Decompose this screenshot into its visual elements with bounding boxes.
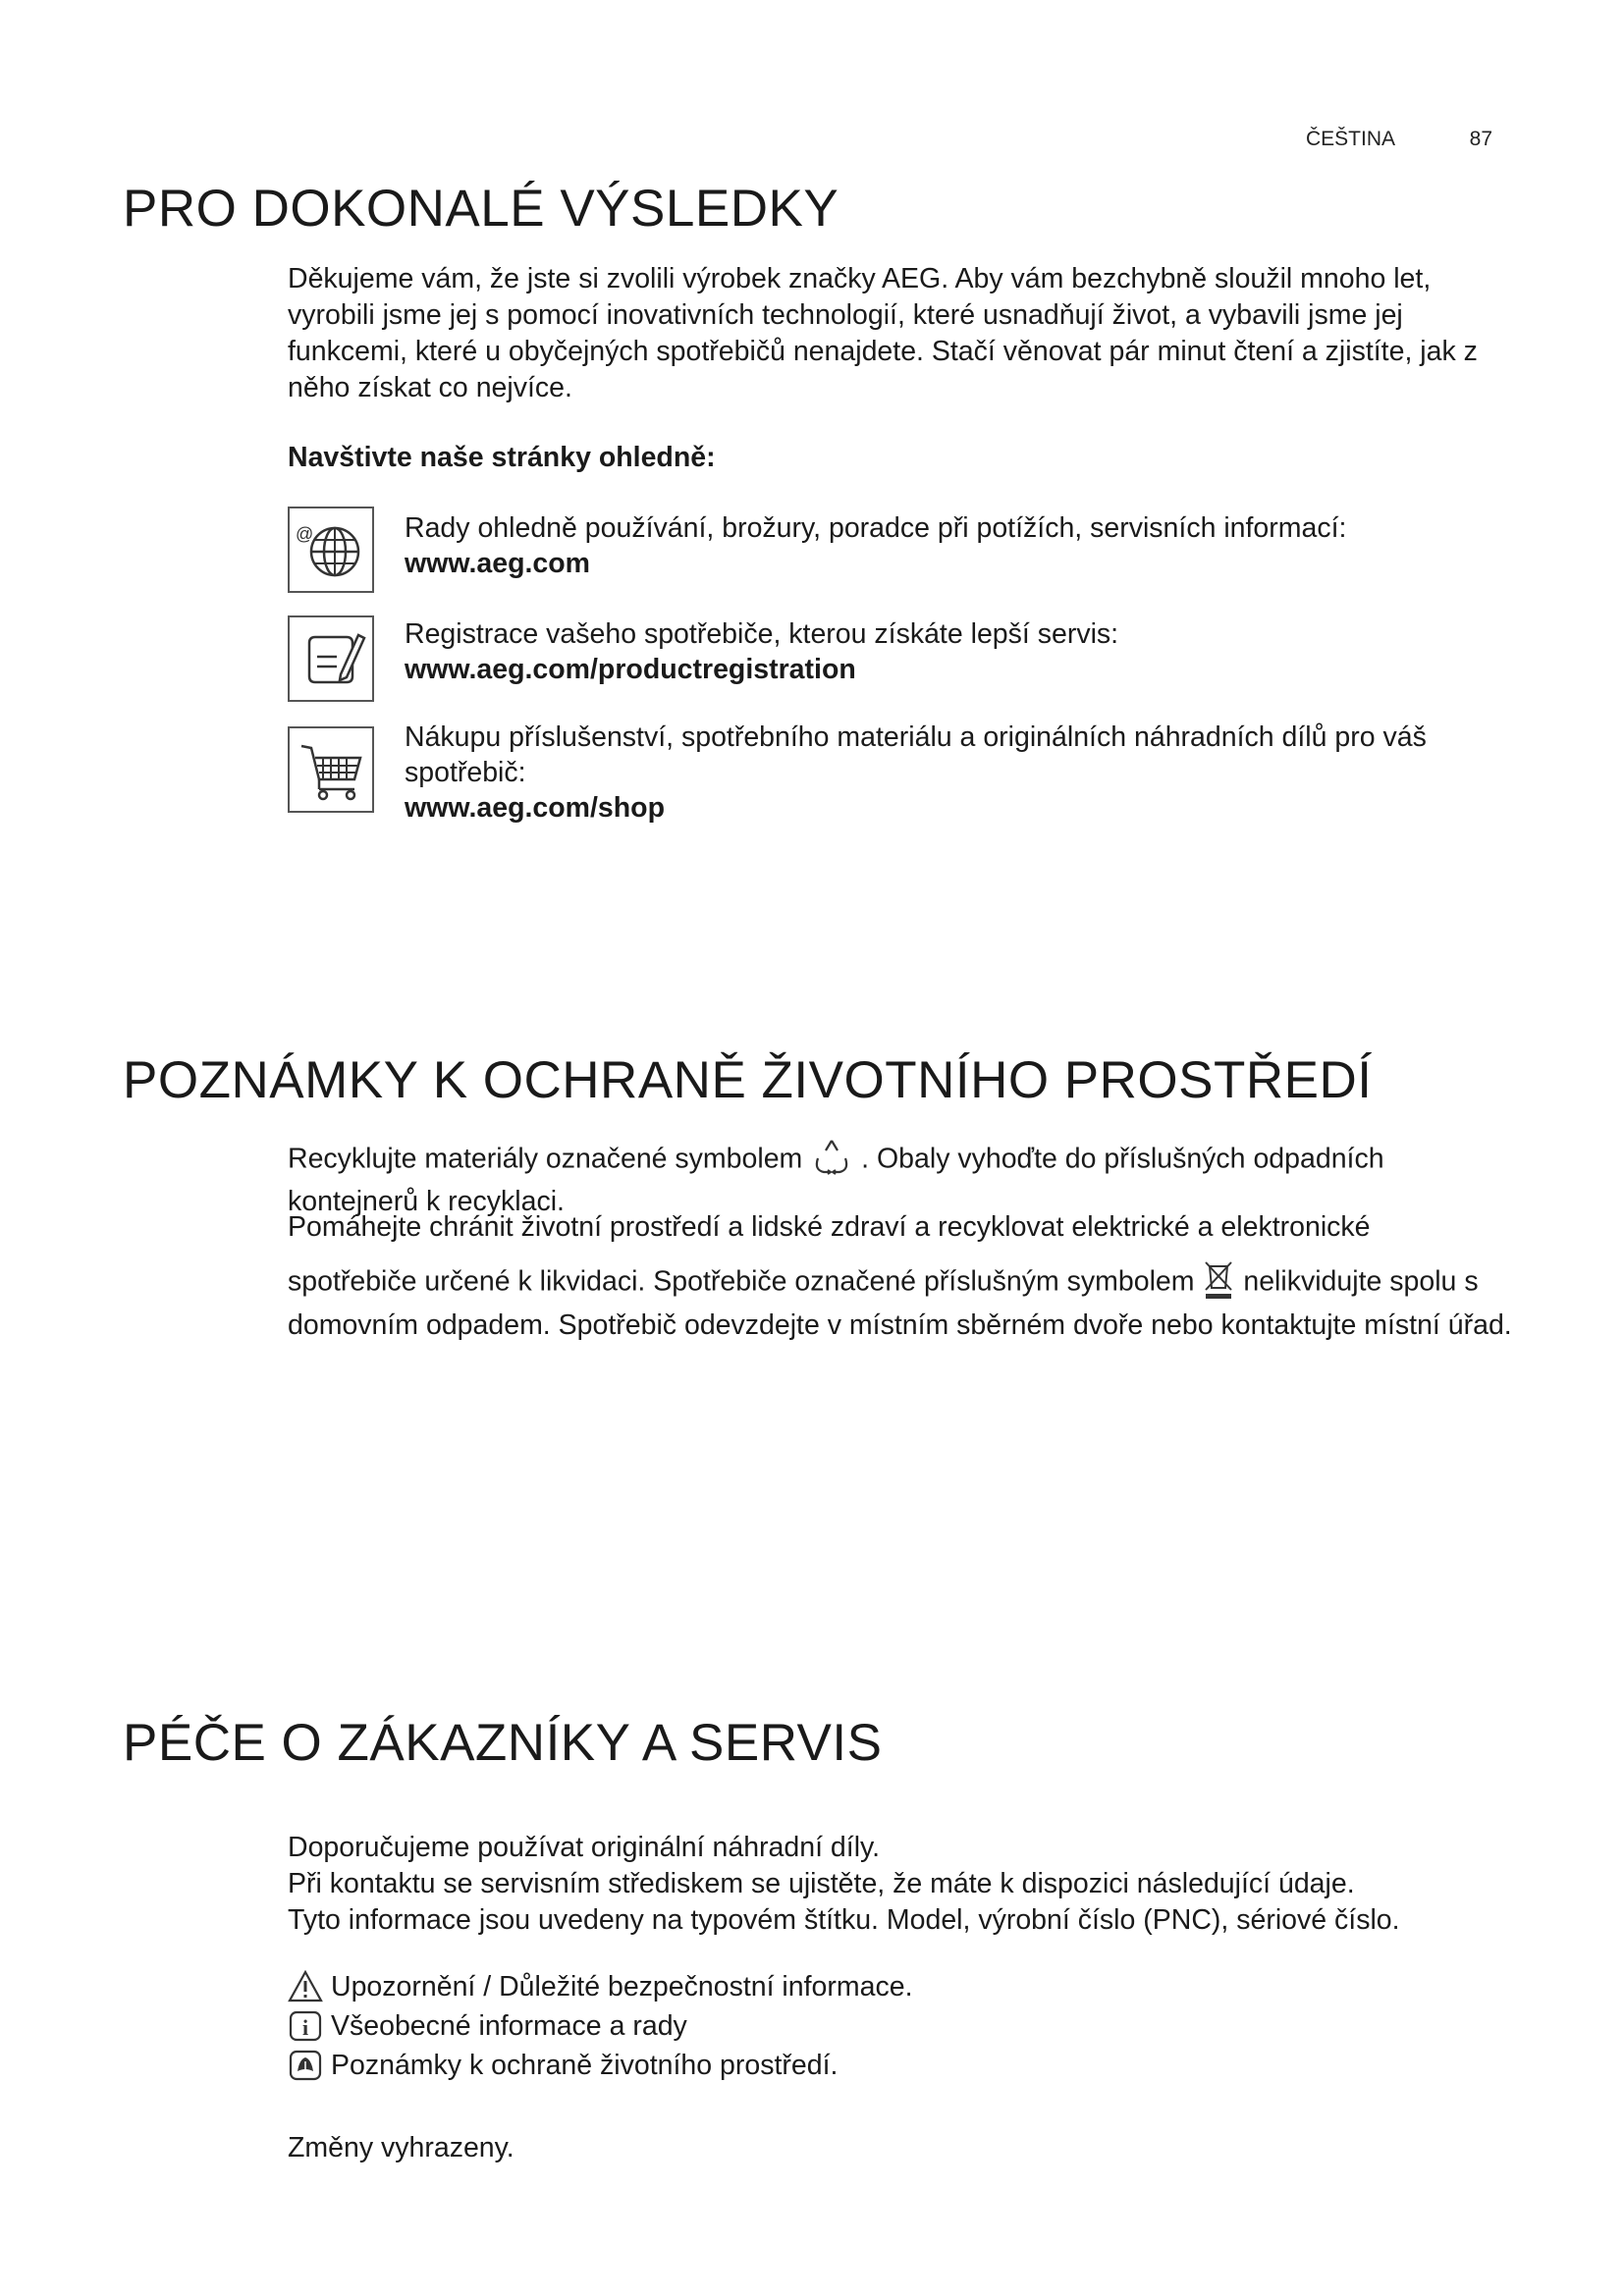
legend-warning-text: Upozornění / Důležité bezpečnostní informace. [331, 1971, 913, 2002]
link-url-registration[interactable]: www.aeg.com/productregistration [405, 654, 856, 685]
link-text-registration: Registrace vašeho spotřebiče, kterou získáte lepší servis: [405, 618, 1119, 650]
registration-form-icon [288, 615, 374, 702]
legend-environment [288, 2048, 838, 2083]
page-header [1306, 128, 1492, 151]
recycle-text-before: Recyklujte materiály označené symbolem [288, 1143, 803, 1175]
section-title-results: PRO DOKONALÉ VÝSLEDKY [123, 180, 839, 238]
link-url-shop[interactable]: www.aeg.com/shop [405, 792, 665, 824]
legend-info [288, 2008, 687, 2044]
visit-heading: Navštivte naše stránky ohledně: [288, 442, 716, 473]
weee-text-before: spotřebiče určené k likvidaci. Spotřebiče označené příslušným symbolem [288, 1265, 1195, 1298]
section-title-service: PÉČE O ZÁKAZNÍKY A SERVIS [123, 1714, 883, 1772]
footer-note: Změny vyhrazeny. [288, 2132, 514, 2163]
service-line-2: Při kontaktu se servisním střediskem se ujistěte, že máte k dispozici následující údaje. [288, 1868, 1355, 1899]
link-item-shop [405, 720, 1514, 826]
service-line-3: Tyto informace jsou uvedeny na typovém štítku. Model, výrobní číslo (PNC), sériové číslo. [288, 1904, 1400, 1936]
link-item-info [405, 510, 1514, 581]
weee-line1: Pomáhejte chránit životní prostředí a lidské zdraví a recyklovat elektrické a elektronické [288, 1211, 1371, 1243]
link-text-info: Rady ohledně používání, brožury, poradce při potížích, servisních informací: [405, 512, 1347, 544]
svg-text:i: i [301, 2015, 309, 2040]
page-number: 87 [1469, 128, 1492, 150]
recycle-icon [810, 1137, 853, 1184]
section-title-environment: POZNÁMKY K OCHRANĚ ŽIVOTNÍHO PROSTŘEDÍ [123, 1051, 1373, 1109]
recycle-text-after: . Obaly vyhoďte do příslušných odpadních kontejnerů k recyklaci. [288, 1143, 1384, 1217]
service-line-1: Doporučujeme používat originální náhradní díly. [288, 1832, 881, 1863]
recycling-paragraph [288, 1137, 1515, 1220]
info-icon [288, 2008, 323, 2044]
link-url-info[interactable]: www.aeg.com [405, 548, 590, 579]
weee-text-after: nelikvidujte spolu s domovním odpadem. Spotřebič odevzdejte v místním sběrném dvoře nebo kontaktujte místní úřad. [288, 1265, 1512, 1341]
shopping-cart-icon [288, 726, 374, 813]
weee-paragraph [288, 1258, 1515, 1344]
web-globe-icon [288, 507, 374, 593]
language-label: ČEŠTINA [1306, 128, 1396, 150]
legend-info-text: Všeobecné informace a rady [331, 2010, 687, 2042]
intro-paragraph: Děkujeme vám, že jste si zvolili výrobek značky AEG. Aby vám bezchybně sloužil mnoho let, vyrobili jsme jej s pomocí inovativních technologií, které usnadňují život, a vybavili jsme jej funkcemi, které u obyčejných spotřebičů nenajdete. Stačí věnovat pár minut čtení a zjistíte, jak z něho získat co nejvíce. [288, 263, 1478, 403]
link-item-registration [405, 616, 1514, 687]
link-text-shop: Nákupu příslušenství, spotřebního materiálu a originálních náhradních dílů pro váš spotřebič: [405, 721, 1427, 788]
legend-warning [288, 1969, 913, 2004]
environment-leaf-icon [288, 2048, 323, 2083]
crossed-bin-icon [1202, 1258, 1235, 1308]
svg-text:@: @ [296, 524, 314, 544]
warning-triangle-icon [288, 1969, 323, 2004]
legend-environment-text: Poznámky k ochraně životního prostředí. [331, 2050, 839, 2081]
